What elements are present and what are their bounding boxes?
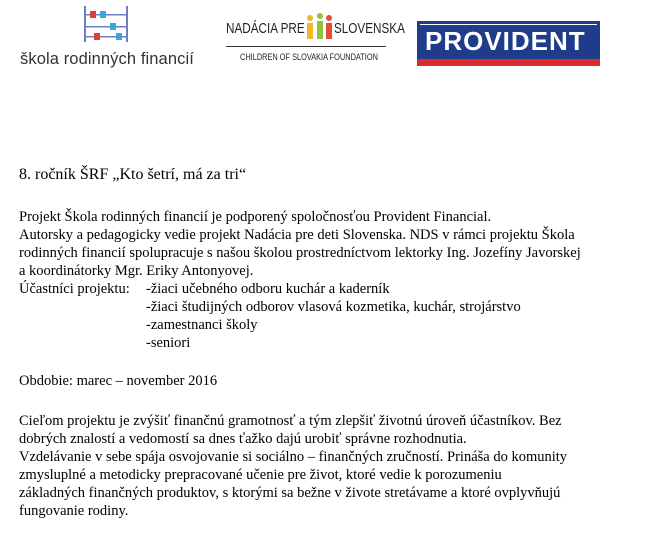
intro-line: Projekt Škola rodinných financií je podporený spoločnosťou Provident Financial. (19, 209, 492, 225)
participant-item: -zamestnanci školy (146, 317, 258, 333)
goal-line: fungovanie rodiny. (19, 503, 129, 519)
intro-line: rodinných financií spolupracuje s našou školou prostredníctvom lektorky Ing. Jozefíny Javorskej (19, 245, 581, 261)
participants-label: Účastníci projektu: (19, 281, 130, 297)
skola-rodinnych-financii-logo (20, 4, 200, 72)
period-text: Obdobie: marec – november 2016 (19, 373, 218, 389)
abacus-icon (82, 4, 130, 44)
participant-item: -žiaci študijných odborov vlasová kozmetika, kuchár, strojárstvo (146, 299, 521, 315)
provident-logo-text: PROVIDENT (425, 26, 586, 56)
goal-line: základných finančných produktov, s ktorými sa bežne v živote stretávame a ktoré ovplyvňujú (19, 485, 561, 501)
intro-line: a koordinátorky Mgr. Eriky Antonyovej. (19, 263, 254, 279)
goal-line: Vzdelávanie v sebe spája osvojovanie si sociálno – finančných zručností. Prináša do komunity (19, 449, 568, 465)
participant-item: -seniori (146, 335, 191, 351)
document-title: 8. ročník ŠRF „Kto šetrí, má za tri“ (19, 166, 247, 183)
children-figures-icon (302, 12, 336, 42)
logo-bar (0, 0, 653, 75)
goal-line: Cieľom projektu je zvýšiť finančnú gramotnosť a tým zlepšiť životnú úroveň účastníkov. Bez (19, 413, 562, 429)
nds-logo-divider (226, 46, 386, 47)
srf-logo-text: škola rodinných financií (20, 50, 194, 68)
provident-logo-stripe (417, 59, 600, 66)
nds-logo-text-left: NADÁCIA PRE (226, 20, 305, 37)
intro-line: Autorsky a pedagogicky vedie projekt Nadácia pre deti Slovenska. NDS v rámci projektu Škola (19, 227, 575, 243)
nadacia-pre-deti-slovenska-logo (226, 12, 405, 72)
goal-line: zmysluplné a metodicky prepracované učenie pre život, ktoré vedie k porozumeniu (19, 467, 502, 483)
nds-logo-text-right: SLOVENSKA (334, 20, 405, 37)
provident-logo (417, 21, 600, 66)
participant-item: -žiaci učebného odboru kuchár a kaderník (146, 281, 390, 297)
goal-line: dobrých znalostí a vedomostí sa dnes ťažko dajú urobiť správne rozhodnutia. (19, 431, 467, 447)
nds-logo-tagline: CHILDREN OF SLOVAKIA FOUNDATION (240, 52, 378, 62)
